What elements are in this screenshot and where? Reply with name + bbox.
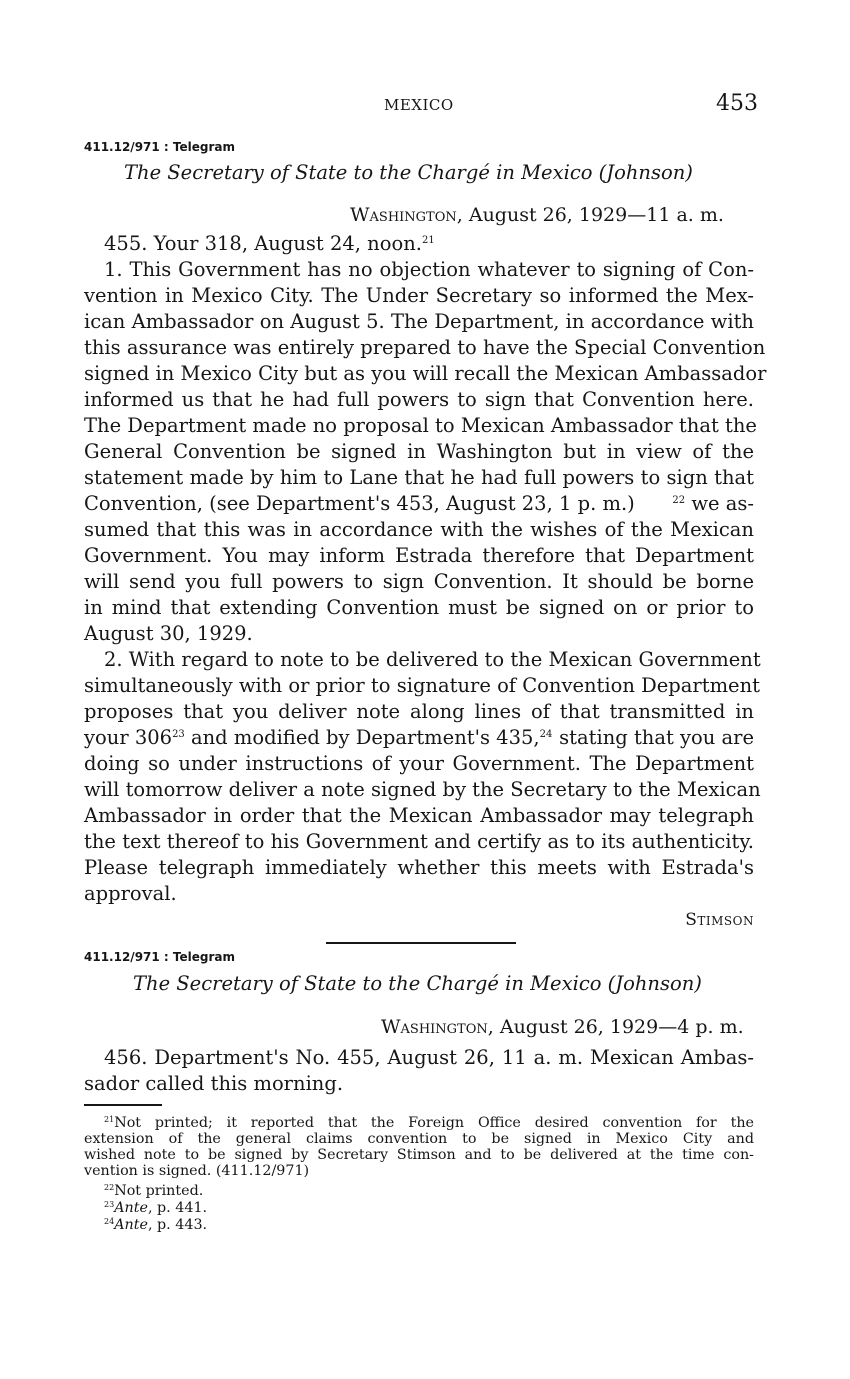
- body-line: proposes that you deliver note along lines of that transmitted in: [84, 700, 754, 723]
- body-line: simultaneously with or prior to signature of Convention Department: [84, 674, 760, 697]
- dateline-place: Washington: [350, 204, 457, 226]
- body-line: 1. This Government has no objection whatever to signing of Con-: [104, 258, 754, 281]
- body-line: The Department made no proposal to Mexican Ambassador that the: [84, 414, 757, 437]
- file-number: 411.12/971 : Telegram: [84, 140, 235, 154]
- body-line: ican Ambassador on August 5. The Department, in accordance with: [84, 310, 754, 333]
- dateline: [350, 204, 724, 226]
- footnote-22: $^{22}$Not printed.: [104, 1183, 204, 1199]
- dateline: [381, 1016, 744, 1038]
- footnote-21: $^{21}$Not printed; it reported that the Foreign Office desired convention for the: [104, 1115, 754, 1131]
- document-title: The Secretary of State to the Chargé in Mexico (Johnson): [124, 161, 693, 184]
- page-number: 453: [716, 91, 758, 116]
- body-line: will send you full powers to sign Convention. It should be borne: [84, 570, 754, 593]
- body-line: signed in Mexico City but as you will recall the Mexican Ambassador: [84, 362, 767, 385]
- dateline-date: , August 26, 1929—11 a. m.: [456, 204, 724, 226]
- footnote-ref: 24: [539, 729, 553, 740]
- signature: Stimson: [685, 910, 754, 930]
- body-line: approval.: [84, 882, 177, 905]
- body-line: the text thereof to his Government and certify as to its authenticity.: [84, 830, 754, 853]
- dateline-place: Washington: [381, 1016, 488, 1038]
- body-line: sumed that this was in accordance with the wishes of the Mexican: [84, 518, 754, 541]
- section-separator: [326, 942, 516, 944]
- body-line: 456. Department's No. 455, August 26, 11 a. m. Mexican Ambas-: [104, 1046, 754, 1069]
- body-line: Convention, (see Department's 453, August 23, 1 p. m.) $^{22}$ we as-: [84, 492, 754, 515]
- footnote-24: $^{24}$Ante, p. 443.: [104, 1217, 208, 1233]
- footnote-line: vention is signed. (411.12/971): [84, 1163, 310, 1179]
- body-line: Government. You may inform Estrada therefore that Department: [84, 544, 754, 567]
- file-number: 411.12/971 : Telegram: [84, 950, 235, 964]
- body-line: vention in Mexico City. The Under Secretary so informed the Mex-: [84, 284, 754, 307]
- body-line: Please telegraph immediately whether this meets with Estrada's: [84, 856, 754, 879]
- footnote-rule: [84, 1104, 162, 1106]
- document-title: The Secretary of State to the Chargé in Mexico (Johnson): [133, 972, 702, 995]
- footnote-line: wished note to be signed by Secretary Stimson and to be delivered at the time con-: [84, 1147, 754, 1163]
- footnote-ref: 23: [172, 729, 185, 740]
- body-line: sador called this morning.: [84, 1072, 344, 1095]
- body-line: Ambassador in order that the Mexican Ambassador may telegraph: [84, 804, 754, 827]
- body-line: statement made by him to Lane that he had full powers to sign that: [84, 466, 754, 489]
- body-line: 2. With regard to note to be delivered to the Mexican Government: [104, 648, 761, 671]
- footnote-line: extension of the general claims convention to be signed in Mexico City and: [84, 1131, 754, 1147]
- dateline-date: , August 26, 1929—4 p. m.: [487, 1016, 744, 1038]
- body-line: in mind that extending Convention must be signed on or prior to: [84, 596, 754, 619]
- body-line: August 30, 1929.: [84, 622, 253, 645]
- body-line: doing so under instructions of your Government. The Department: [84, 752, 754, 775]
- body-line: this assurance was entirely prepared to have the Special Convention: [84, 336, 766, 359]
- footnote-ref: 22: [672, 495, 686, 506]
- body-line: 455. Your 318, August 24, noon.$^{21}$: [104, 232, 435, 255]
- footnote-ref: 21: [421, 235, 435, 246]
- running-head: MEXICO: [384, 96, 454, 114]
- body-line: your $306^{23}$ and modified by Department's 435,24 stating that you are: [84, 726, 754, 749]
- footnote-23: $^{23}$Ante, p. 441.: [104, 1200, 208, 1216]
- body-line: will tomorrow deliver a note signed by the Secretary to the Mexican: [84, 778, 761, 801]
- body-line: informed us that he had full powers to sign that Convention here.: [84, 388, 754, 411]
- body-line: General Convention be signed in Washington but in view of the: [84, 440, 754, 463]
